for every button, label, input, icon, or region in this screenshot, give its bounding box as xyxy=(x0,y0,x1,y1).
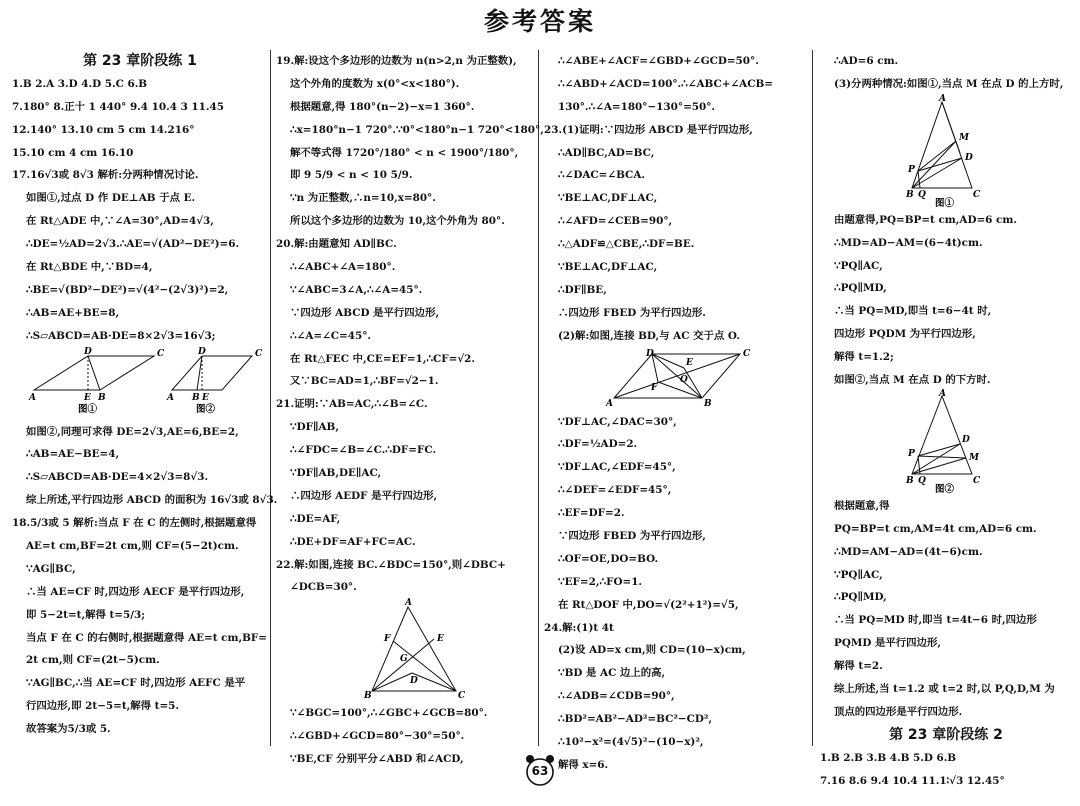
segment-pm xyxy=(918,141,956,171)
text-line: ∵DF⊥AC,∠DAC=30°, xyxy=(558,415,677,428)
text-line: 21.证明:∵AB=AC,∴∠B=∠C. xyxy=(276,398,428,411)
text-line: ∴DE=AF, xyxy=(290,512,341,525)
text-line: (2)解:如图,连接 BD,与 AC 交于点 O. xyxy=(558,329,740,342)
text-line: PQMD 是平行四边形, xyxy=(834,637,941,650)
text-line: ∵PQ∥AC, xyxy=(834,568,883,581)
text-line: (3)分两种情况:如图①,当点 M 在点 D 的上方时, xyxy=(834,77,1064,90)
triangle-figure xyxy=(276,599,534,702)
segment-cd xyxy=(412,673,456,691)
text-line: ∴当 PQ=MD 时,即当 t=4t−6 时,四边形 xyxy=(834,614,1037,627)
text-line: ∴DE+DF=AF+FC=AC. xyxy=(290,535,416,548)
text-line: ∴PQ∥MD, xyxy=(834,282,887,295)
text-line: ∴当 PQ=MD,即当 t=6−4t 时, xyxy=(834,305,992,318)
label-d: D xyxy=(646,348,654,359)
label-e: E xyxy=(84,392,91,403)
text-line: 根据题意,得 180°(n−2)−x=1 360°. xyxy=(290,100,475,113)
segment-be xyxy=(372,639,434,691)
text-line: PQ=BP=t cm,AM=4t cm,AD=6 cm. xyxy=(834,522,1037,535)
text-line: 如图②,同理可求得 DE=2√3,AE=6,BE=2, xyxy=(26,425,239,438)
text-line: ∵AG∥BC, xyxy=(26,562,76,575)
text-line: ∵BE⊥AC,DF⊥AC, xyxy=(558,261,658,274)
segment-pm xyxy=(918,456,966,458)
label-q: Q xyxy=(918,475,926,486)
label-b: B xyxy=(704,398,712,409)
label-b: B xyxy=(192,392,200,403)
parallelogram-fig2 xyxy=(172,356,252,390)
label-a: A xyxy=(606,398,613,409)
page-title: 参考答案 xyxy=(483,7,596,36)
text-line: ∴BE=√(BD²−DE²)=√(4²−(2√3)²)=2, xyxy=(26,283,229,296)
text-line: ∴四边形 AEDF 是平行四边形, xyxy=(290,489,438,502)
label-b: B xyxy=(98,392,106,403)
text-line: 1.B 2.B 3.B 4.B 5.D 6.B xyxy=(820,751,957,764)
label-e: E xyxy=(437,634,444,645)
text-line: ∵DF∥AB, xyxy=(290,421,339,434)
label-c: C xyxy=(458,691,466,702)
figure-caption: 图② xyxy=(196,403,216,415)
text-line: ∵BD 是 AC 边上的高, xyxy=(558,667,666,680)
label-d: D xyxy=(198,346,206,357)
label-d: D xyxy=(410,676,418,687)
text-line: ∴DF=½AD=2. xyxy=(558,438,638,451)
label-d: D xyxy=(965,152,973,163)
text-line: ∴∠ADB=∠CDB=90°, xyxy=(558,690,675,703)
text-line: ∵DF∥AB,DE∥AC, xyxy=(290,467,382,480)
text-line: 在 Rt△ADE 中,∵∠A=30°,AD=4√3, xyxy=(26,215,214,228)
figure-2 xyxy=(820,388,1072,495)
text-line: 24.解:(1)t 4t xyxy=(544,621,614,634)
parallelogram-diagram xyxy=(12,348,268,418)
label-a: A xyxy=(167,392,174,403)
label-m: M xyxy=(969,452,979,463)
label-o: O xyxy=(680,374,688,385)
column-4 xyxy=(820,50,1072,787)
text-line: 12.140° 13.10 cm 5 cm 14.216° xyxy=(12,123,195,136)
text-line: ∴AB=AE−BE=4, xyxy=(26,448,120,461)
text-line: 行四边形,即 2t−5=t,解得 t=5. xyxy=(26,700,180,713)
text-line: 解得 x=6. xyxy=(558,758,609,771)
text-line: 当点 F 在 C 的右侧时,根据题意得 AE=t cm,BF= xyxy=(26,631,267,644)
text-line: 22.解:如图,连接 BC.∠BDC=150°,则∠DBC+ xyxy=(276,558,506,571)
text-line: ∴DF∥BE, xyxy=(558,283,607,296)
label-b: B xyxy=(906,475,914,486)
text-line: ∴∠DAC=∠BCA. xyxy=(558,169,645,182)
text-line: ∴EF=DF=2. xyxy=(558,507,625,520)
text-line: 20.解:由题意知 AD∥BC. xyxy=(276,238,397,251)
text-line: 18.5/3或 5 解析:当点 F 在 C 的左侧时,根据题意得 xyxy=(12,517,257,530)
text-line: ∵DF⊥AC,∠EDF=45°, xyxy=(558,461,676,474)
label-a: A xyxy=(939,93,946,104)
text-line: ∴AB=AE+BE=8, xyxy=(26,306,120,319)
parallelogram-fbed-diagram xyxy=(544,348,806,408)
figure-caption: 图② xyxy=(935,483,955,495)
text-line: ∵∠ABC=3∠A,∴∠A=45°. xyxy=(290,283,423,296)
text-line: ∴∠FDC=∠B=∠C.∴DF=FC. xyxy=(290,444,437,457)
text-line: 根据题意,得 xyxy=(834,499,890,512)
text-line: ∴∠GBD+∠GCD=80°−30°=50°. xyxy=(290,730,465,743)
label-f: F xyxy=(651,382,658,393)
text-line: 17.16√3或 8√3 解析:分两种情况讨论. xyxy=(12,169,199,182)
segment-pq xyxy=(918,456,920,474)
text-line: ∴DE=½AD=2√3.∴AE=√(AD²−DE²)=6. xyxy=(26,238,240,251)
text-line: ∵四边形 ABCD 是平行四边形, xyxy=(290,306,440,319)
text-line: 由题意得,PQ=BP=t cm,AD=6 cm. xyxy=(834,213,1017,226)
text-line: 130°.∴∠A=180°−130°=50°. xyxy=(558,100,716,113)
text-line: ∴∠ABC+∠A=180°. xyxy=(290,261,396,274)
label-g: G xyxy=(400,654,408,665)
label-d: D xyxy=(84,346,92,357)
text-line: 顶点的四边形是平行四边形. xyxy=(834,705,963,718)
label-f: F xyxy=(384,634,391,645)
text-line: 综上所述,平行四边形 ABCD 的面积为 16√3或 8√3. xyxy=(26,494,278,507)
text-line: ∴BD²=AB²−AD²=BC²−CD², xyxy=(558,713,713,726)
text-line: ∴AD∥BC,AD=BC, xyxy=(558,146,655,159)
text-line: ∴S▱ABCD=AB·DE=4×2√3=8√3. xyxy=(26,471,209,484)
parallelogram-figures xyxy=(12,348,268,421)
text-line: ∠DCB=30°. xyxy=(290,581,357,594)
text-line: 如图②,当点 M 在点 D 的下方时. xyxy=(834,374,991,387)
figure-caption: 图① xyxy=(935,197,955,209)
label-c: C xyxy=(157,348,165,359)
label-d: D xyxy=(962,434,970,445)
text-line: ∵BE⊥AC,DF⊥AC, xyxy=(558,192,658,205)
column-2 xyxy=(276,50,544,766)
segment-de xyxy=(652,354,684,368)
label-b: B xyxy=(906,189,914,200)
label-e: E xyxy=(202,392,209,403)
text-line: ∴∠ABE+∠ACF=∠GBD+∠GCD=50°. xyxy=(558,55,759,67)
text-line: 在 Rt△FEC 中,CE=EF=1,∴CF=√2. xyxy=(290,352,476,365)
text-line: 7.16 8.6 9.4 10.4 11.1∶√3 12.45° xyxy=(820,774,1005,787)
text-line: 又∵BC=AD=1,∴BF=√2−1. xyxy=(290,375,439,388)
text-line: ∴∠ABD+∠ACD=100°.∴∠ABC+∠ACB= xyxy=(558,77,773,90)
text-line: ∵BE,CF 分别平分∠ABD 和∠ACD, xyxy=(290,753,464,766)
text-line: ∴x=180°n−1 720°.∵0°<180°n−1 720°<180°, xyxy=(290,123,544,136)
label-a: A xyxy=(405,598,412,609)
text-line: ∴S▱ABCD=AB·DE=8×2√3=16√3; xyxy=(26,329,216,342)
text-line: ∵AG∥BC,∴当 AE=CF 时,四边形 AEFC 是平 xyxy=(26,677,246,690)
text-line: 故答案为5/3或 5. xyxy=(26,723,111,736)
label-c: C xyxy=(973,475,981,486)
segment-bm xyxy=(912,141,956,188)
text-line: ∵四边形 FBED 为平行四边形, xyxy=(558,530,706,543)
label-p: P xyxy=(908,448,915,459)
text-line: ∴MD=AD−AM=(6−4t)cm. xyxy=(834,236,983,249)
text-line: ∴当 AE=CF 时,四边形 AECF 是平行四边形, xyxy=(26,585,245,598)
label-e: E xyxy=(686,357,693,368)
text-line: 19.解:设这个多边形的边数为 n(n>2,n 为正整数), xyxy=(276,55,517,67)
label-q: Q xyxy=(918,189,926,200)
label-c: C xyxy=(973,189,981,200)
text-line: 即 9 5/9 < n < 10 5/9. xyxy=(290,169,413,182)
diagonal-bd xyxy=(652,354,702,398)
triangle-diagram xyxy=(276,598,534,702)
text-line: ∵∠BGC=100°,∴∠GBC+∠GCB=80°. xyxy=(290,707,488,720)
text-line: 即 5−2t=t,解得 t=5/3; xyxy=(26,608,146,621)
label-m: M xyxy=(959,132,969,143)
text-line: 四边形 PQDM 为平行四边形, xyxy=(834,328,976,341)
page-number-badge xyxy=(522,753,558,789)
triangle-figure-2 xyxy=(820,388,1072,495)
text-line: ∴PQ∥MD, xyxy=(834,591,887,604)
column-1 xyxy=(12,50,278,754)
text-line: ∵n 为正整数,∴n=10,x=80°. xyxy=(290,192,436,205)
text-line: ∴△ADF≌△CBE,∴DF=BE. xyxy=(558,238,695,251)
text-line: AE=t cm,BF=2t cm,则 CF=(5−2t)cm. xyxy=(26,540,239,553)
figure-1 xyxy=(820,93,1072,209)
text-line: 2t cm,则 CF=(2t−5)cm. xyxy=(26,654,160,667)
label-a: A xyxy=(29,392,36,403)
text-line: 这个外角的度数为 x(0°<x<180°). xyxy=(290,77,460,90)
column-divider xyxy=(812,50,813,746)
segment-pd xyxy=(918,444,960,456)
text-line: 解得 t=2. xyxy=(834,660,883,673)
section-heading: 第 23 章阶段练 1 xyxy=(83,53,197,69)
text-line: 综上所述,当 t=1.2 或 t=2 时,以 P,Q,D,M 为 xyxy=(834,683,1055,696)
label-a: A xyxy=(939,388,946,399)
text-line: 1.B 2.A 3.D 4.D 5.C 6.B xyxy=(12,77,148,90)
text-line: 23.(1)证明:∵四边形 ABCD 是平行四边形, xyxy=(544,123,753,136)
text-line: 7.180° 8.正十 1 440° 9.4 10.4 3 11.45 xyxy=(12,100,224,113)
text-line: ∴∠A=∠C=45°. xyxy=(290,329,372,342)
segment-bd xyxy=(372,673,412,691)
text-line: 解得 t=1.2; xyxy=(834,351,894,364)
text-line: ∴10²−x²=(4√5)²−(10−x)², xyxy=(558,736,704,749)
text-line: 在 Rt△DOF 中,DO=√(2²+1²)=√5, xyxy=(558,598,739,611)
text-line: 在 Rt△BDE 中,∵BD=4, xyxy=(26,261,153,274)
text-line: ∴MD=AM−AD=(4t−6)cm. xyxy=(834,545,983,558)
text-line: ∴OF=OE,DO=BO. xyxy=(558,552,659,565)
text-line: ∴∠AFD=∠CEB=90°, xyxy=(558,215,673,228)
text-line: ∵PQ∥AC, xyxy=(834,259,883,272)
column-divider xyxy=(270,50,271,746)
label-p: P xyxy=(908,164,915,175)
text-line: ∴∠DEF=∠EDF=45°, xyxy=(558,484,672,497)
text-line: 解不等式得 1720°/180° < n < 1900°/180°, xyxy=(290,146,519,159)
label-c: C xyxy=(255,348,263,359)
label-b: B xyxy=(364,691,372,702)
parallelogram-figure xyxy=(544,348,806,411)
text-line: 如图①,过点 D 作 DE⊥AB 于点 E. xyxy=(26,192,196,205)
label-c: C xyxy=(743,348,751,359)
text-line: (2)设 AD=x cm,则 CD=(10−x)cm, xyxy=(558,644,746,657)
segment-pd xyxy=(918,158,962,171)
text-line: ∴四边形 FBED 为平行四边形. xyxy=(558,306,706,319)
triangle-figure-1 xyxy=(820,93,1072,209)
figure-caption: 图① xyxy=(78,403,98,415)
text-line: ∵EF=2,∴FO=1. xyxy=(558,575,643,588)
triangle-abc xyxy=(912,102,972,188)
text-line: 所以这个多边形的边数为 10,这个外角为 80°. xyxy=(290,215,505,228)
diagonal-bd xyxy=(88,356,100,390)
column-3 xyxy=(544,50,806,771)
text-line: 15.10 cm 4 cm 16.10 xyxy=(12,146,134,159)
column-divider xyxy=(538,50,539,746)
text-line: ∴AD=6 cm. xyxy=(834,55,899,67)
page-number: 63 xyxy=(531,764,549,778)
section-heading: 第 23 章阶段练 2 xyxy=(889,726,1003,743)
